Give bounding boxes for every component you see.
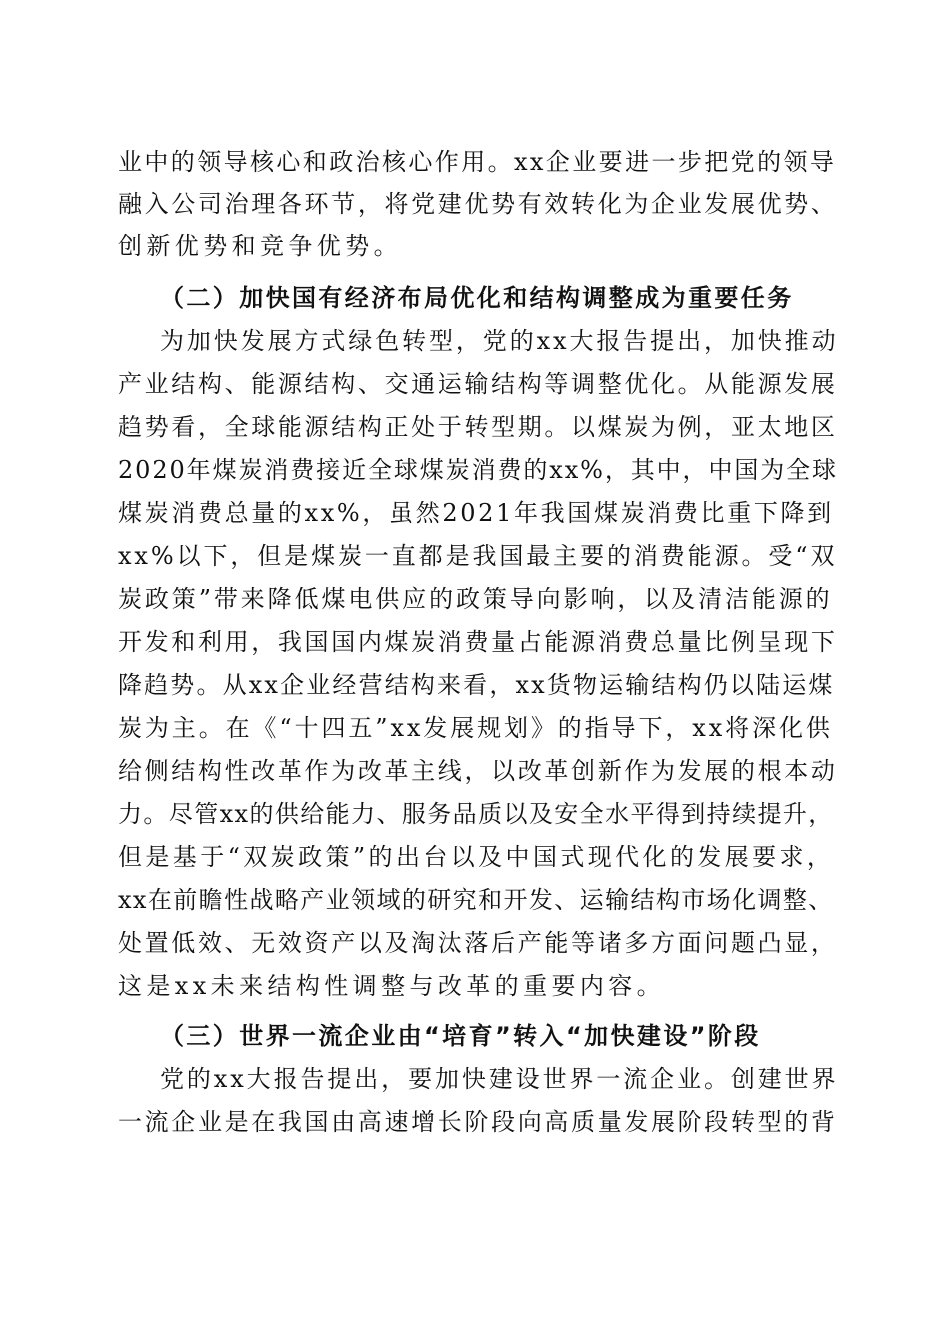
text-line: 降趋势。从xx企业经营结构来看，xx货物运输结构仍以陆运煤 xyxy=(118,671,835,699)
text-line: 给侧结构性改革作为改革主线，以改革创新作为发展的根本动 xyxy=(118,757,838,785)
text-line: 这是xx未来结构性调整与改革的重要内容。 xyxy=(118,972,666,1000)
text-line: 融入公司治理各环节，将党建优势有效转化为企业发展优势、 xyxy=(118,190,838,218)
text-line: 煤炭消费总量的xx%，虽然2021年我国煤炭消费比重下降到 xyxy=(118,499,834,527)
text-line: 创新优势和竞争优势。 xyxy=(118,232,402,260)
section-heading-2: （二）加快国有经济布局优化和结构调整成为重要任务 xyxy=(160,284,794,312)
text-line: 趋势看，全球能源结构正处于转型期。以煤炭为例，亚太地区 xyxy=(118,413,838,441)
text-line: 炭为主。在《“十四五”xx发展规划》的指导下，xx将深化供 xyxy=(118,714,833,742)
text-line: xx在前瞻性战略产业领域的研究和开发、运输结构市场化调整、 xyxy=(118,886,834,914)
text-line: 党的xx大报告提出，要加快建设世界一流企业。创建世界 xyxy=(160,1065,839,1093)
text-line: 但是基于“双炭政策”的出台以及中国式现代化的发展要求， xyxy=(118,843,835,871)
text-line: 炭政策”带来降低煤电供应的政策导向影响，以及清洁能源的 xyxy=(118,585,833,613)
text-line: 处置低效、无效资产以及淘汰落后产能等诸多方面问题凸显， xyxy=(118,929,838,957)
text-line: 产业结构、能源结构、交通运输结构等调整优化。从能源发展 xyxy=(118,370,838,398)
text-line: 力。尽管xx的供给能力、服务品质以及安全水平得到持续提升， xyxy=(118,800,834,828)
text-line: 业中的领导核心和政治核心作用。xx企业要进一步把党的领导 xyxy=(118,148,837,176)
text-line: 为加快发展方式绿色转型，党的xx大报告提出，加快推动 xyxy=(160,327,839,355)
text-line: 一流企业是在我国由高速增长阶段向高质量发展阶段转型的背 xyxy=(118,1108,838,1136)
text-line: 开发和利用，我国国内煤炭消费量占能源消费总量比例呈现下 xyxy=(118,628,838,656)
section-heading-3: （三）世界一流企业由“培育”转入“加快建设”阶段 xyxy=(160,1022,761,1050)
text-line: xx%以下，但是煤炭一直都是我国最主要的消费能源。受“双 xyxy=(118,542,838,570)
text-line: 2020年煤炭消费接近全球煤炭消费的xx%，其中，中国为全球 xyxy=(118,456,838,484)
